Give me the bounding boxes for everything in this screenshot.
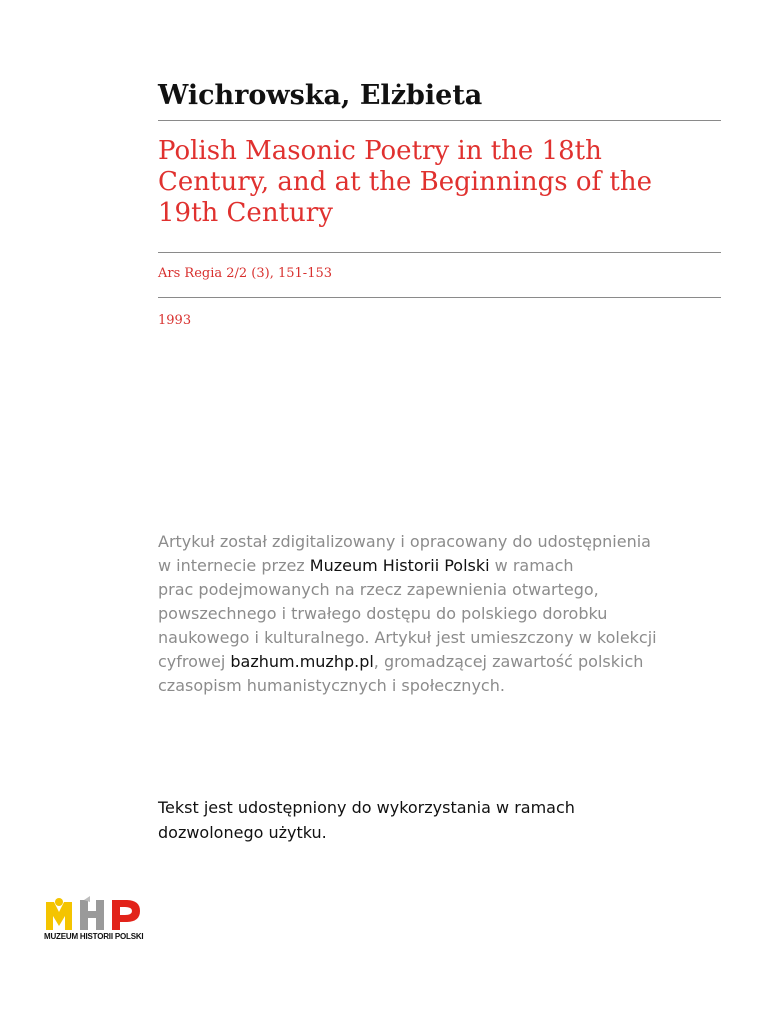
museum-logo [44,896,174,946]
title-line: Polish Masonic Poetry in the 18th [158,136,602,166]
museum-name: Muzeum Historii Polski [309,556,490,575]
divider-title [158,252,721,253]
journal-source: Ars Regia 2/2 (3), 151-153 [158,266,333,281]
author-name: Wichrowska, Elżbieta [158,80,483,111]
divider-source [158,297,721,298]
mhp-logo-icon [44,896,164,932]
article-title [158,136,720,229]
statement-line [158,554,718,578]
statement-line: czasopism humanistycznych i społecznych. [158,676,505,695]
statement-text: w ramach [489,556,574,575]
statement-line: naukowego i kulturalnego. Artykuł jest umieszczony w kolekcji [158,628,657,647]
divider-top [158,120,721,121]
statement-text: cyfrowej [158,652,231,671]
logo-caption: MUZEUM HISTORII POLSKI [44,932,144,941]
notice-line: Tekst jest udostępniony do wykorzystania w ramach [158,798,575,817]
digitization-statement [158,530,718,698]
title-line: Century, and at the Beginnings of the [158,167,652,197]
statement-text: , gromadzącej zawartość polskich [373,652,644,671]
title-line: 19th Century [158,198,333,228]
publication-year: 1993 [158,313,192,328]
collection-link[interactable]: bazhum.muzhp.pl [230,652,374,671]
statement-line: powszechnego i trwałego dostępu do polskiego dorobku [158,604,608,623]
notice-line: dozwolonego użytku. [158,823,327,842]
usage-notice [158,795,718,845]
statement-text: w internecie przez [158,556,310,575]
statement-line [158,650,718,674]
statement-line: prac podejmowanych na rzecz zapewnienia otwartego, [158,580,599,599]
statement-line: Artykuł został zdigitalizowany i opracowany do udostępnienia [158,532,651,551]
